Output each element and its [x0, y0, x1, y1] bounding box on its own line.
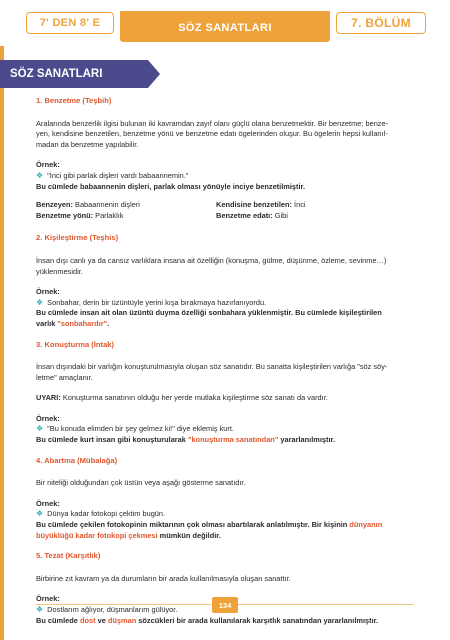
example-label: Örnek:	[36, 594, 60, 604]
element-kendisine-benzetilen: Kendisine benzetilen: İnci	[216, 200, 306, 210]
paragraph: Bir niteliği olduğundan çok üstün veya aşağı gösterme sanatıdır.	[36, 478, 246, 488]
chapter-range-tab: 7' DEN 8' E	[26, 12, 114, 34]
section-banner-tail	[148, 60, 160, 88]
diamond-bullet-icon: ❖	[36, 424, 44, 434]
paragraph: İnsan dışındaki bir varlığın konuşturulmasıyla oluşan söz sanatıdır. Bu sanatta kişileştirilen varlığa "söz söy-letme" amaçlanır.	[36, 362, 388, 382]
section-heading-tezat: 5. Tezat (Karşıtlık)	[36, 551, 101, 561]
example-line: ❖ Dünya kadar fotokopi çektim bugün.	[36, 509, 166, 519]
warning-note: UYARI: Konuşturma sanatının olduğu her yerde mutlaka kişileştirme söz sanatı da vardır.	[36, 393, 328, 403]
diamond-bullet-icon: ❖	[36, 297, 44, 307]
paragraph: İnsan dışı canlı ya da cansız varlıklara insana ait özelliğin (konuşma, gülme, düşünme, özleme, sevinme…) yüklenmesidir.	[36, 255, 387, 276]
paragraph: Birbirine zıt kavram ya da durumların bir arada kullanılmasıyla oluşan sanattır.	[36, 573, 291, 583]
example-line: ❖ Sonbahar, derin bir üzüntüyle yerini kışa bırakmaya hazırlanıyordu.	[36, 297, 267, 307]
section-heading-benzetme: 1. Benzetme (Teşbih)	[36, 96, 112, 105]
section-title-banner: SÖZ SANATLARI	[0, 60, 148, 88]
example-label: Örnek:	[36, 287, 60, 297]
example-label: Örnek:	[36, 498, 60, 508]
example-explanation: Bu cümlede dost ve düşman sözcükleri bir arada kullanılarak karşıtlık sanatından yararlanılmıştır.	[36, 615, 379, 625]
element-benzetme-edati: Benzetme edatı: Gibi	[216, 210, 288, 220]
header-title: SÖZ SANATLARI	[120, 14, 330, 42]
page-number: 134	[212, 597, 238, 613]
diamond-bullet-icon: ❖	[36, 509, 44, 519]
example-label: Örnek:	[36, 413, 60, 423]
example-explanation: Bu cümlede çekilen fotokopinin miktarının çok olması abartılarak anlatılmıştır. Bir kişinin dünyanın büyüklüğü kadar fotokopi çekmesi mümkün değildir.	[36, 520, 383, 540]
side-accent-bar	[0, 46, 10, 640]
example-line: ❖ "Bu konuda elimden bir şey gelmez ki!" diye eklemiş kurt.	[36, 424, 234, 434]
main-content	[36, 96, 402, 626]
example-label: Örnek:	[36, 160, 60, 170]
paragraph: Aralarında benzerlik ilgisi bulunan iki kavramdan zayıf olanı güçlü olana benzetmektir. Bir benzetme; benze-yen, kendisine benzetilen, benzetme yönü ve benzetme edatı ögelerinden oluşur. Bu ögelerin hepsi kullanıl-madan da benzetme yapılabilir.	[36, 118, 389, 149]
element-benzeyen: Benzeyen: Babaannenin dişleri	[36, 200, 140, 210]
section-heading-abartma: 4. Abartma (Mübalağa)	[36, 455, 118, 465]
element-benzetme-yonu: Benzetme yönü: Parlaklık	[36, 210, 124, 220]
section-heading-konusturma: 3. Konuşturma (İntak)	[36, 339, 115, 349]
benzetme-elements	[36, 200, 402, 221]
example-explanation: Bu cümlede babaannenin dişleri, parlak olması yönüyle inciye benzetilmiştir.	[36, 181, 306, 191]
section-heading-kisilestirme: 2. Kişileştirme (Teşhis)	[36, 233, 119, 243]
example-explanation: Bu cümlede kurt insan gibi konuşturularak "konuşturma sanatından" yararlanılmıştır.	[36, 435, 336, 445]
diamond-bullet-icon: ❖	[36, 170, 44, 180]
example-line: ❖ "İnci gibi parlak dişleri vardı babaannemin."	[36, 170, 189, 180]
example-explanation: Bu cümlede insan ait olan üzüntü duyma özelliği sonbahara yüklenmiştir. Bu cümlede kişileştirilen varlık "sonbahardır".	[36, 308, 382, 328]
chapter-number-tab: 7. BÖLÜM	[336, 12, 426, 34]
example-line: ❖ Dostlarım ağlıyor, düşmanlarım gülüyor.	[36, 605, 178, 614]
diamond-bullet-icon: ❖	[36, 605, 44, 614]
